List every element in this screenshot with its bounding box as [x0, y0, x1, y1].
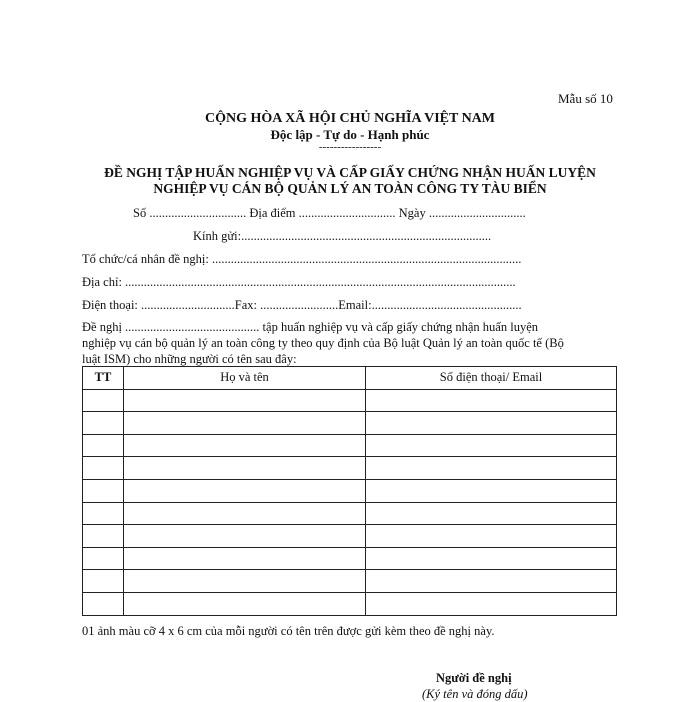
cell-full-name [124, 592, 366, 615]
number-place-date-line: Số ............................... Địa điểm ............................... Ngày ............................... [133, 206, 526, 220]
address-line: Địa chỉ: ............................................................................................................................. [82, 275, 516, 289]
cell-full-name [124, 434, 366, 457]
cell-full-name [124, 389, 366, 412]
request-line1: Đề nghị ........................................... tập huấn nghiệp vụ và cấp giấy chứng nhận huấn luyện [82, 320, 538, 334]
cell-full-name [124, 502, 366, 525]
table-row [83, 457, 617, 480]
document-title-line1: ĐỀ NGHỊ TẬP HUẤN NGHIỆP VỤ VÀ CẤP GIẤY CHỨNG NHẬN HUẤN LUYỆN [104, 165, 596, 180]
cell-number [83, 457, 124, 480]
column-header-number: TT [83, 367, 124, 390]
cell-full-name [124, 570, 366, 593]
table-row [83, 389, 617, 412]
cell-phone-email [366, 502, 617, 525]
cell-number [83, 389, 124, 412]
cell-phone-email [366, 592, 617, 615]
cell-full-name [124, 479, 366, 502]
cell-number [83, 570, 124, 593]
cell-phone-email [366, 547, 617, 570]
photo-note: 01 ảnh màu cỡ 4 x 6 cm của mỗi người có tên trên được gửi kèm theo đề nghị này. [82, 624, 495, 638]
cell-number [83, 434, 124, 457]
document-title-line2: NGHIỆP VỤ CÁN BỘ QUẢN LÝ AN TOÀN CÔNG TY TÀU BIỂN [153, 181, 547, 196]
table-row [83, 570, 617, 593]
cell-full-name [124, 457, 366, 480]
cell-phone-email [366, 479, 617, 502]
cell-number [83, 412, 124, 435]
signature-label: Người đề nghị [436, 671, 512, 685]
table-row [83, 547, 617, 570]
cell-phone-email [366, 389, 617, 412]
table-row [83, 412, 617, 435]
cell-number [83, 547, 124, 570]
table-row [83, 434, 617, 457]
column-header-phone-email: Số điện thoại/ Email [366, 367, 617, 390]
table-row [83, 479, 617, 502]
cell-number [83, 479, 124, 502]
cell-phone-email [366, 412, 617, 435]
cell-number [83, 525, 124, 548]
form-number: Mẫu số 10 [558, 91, 613, 106]
request-line3: luật ISM) cho những người có tên sau đây: [82, 352, 297, 366]
attendee-table [82, 366, 617, 616]
cell-full-name [124, 547, 366, 570]
table-row [83, 502, 617, 525]
cell-full-name [124, 412, 366, 435]
table-row [83, 592, 617, 615]
signature-hint: (Ký tên và đóng dấu) [422, 687, 528, 701]
national-motto: Độc lập - Tự do - Hạnh phúc [270, 127, 430, 142]
cell-number [83, 592, 124, 615]
cell-phone-email [366, 457, 617, 480]
request-line2: nghiệp vụ cán bộ quản lý an toàn công ty theo quy định của Bộ luật Quản lý an toàn quốc tế (Bộ [82, 336, 564, 350]
recipient-line: Kính gửi:................................................................................ [193, 229, 492, 243]
column-header-full-name: Họ và tên [124, 367, 366, 390]
organization-line: Tổ chức/cá nhân đề nghị: ................................................................................................... [82, 252, 522, 266]
table-row [83, 525, 617, 548]
contact-line: Điện thoại: ..............................Fax: .........................Email:................................................ [82, 298, 522, 312]
country-name: CỘNG HÒA XÃ HỘI CHỦ NGHĨA VIỆT NAM [204, 111, 495, 126]
table-header-row [83, 367, 617, 390]
cell-full-name [124, 525, 366, 548]
cell-phone-email [366, 434, 617, 457]
header-divider: ----------------- [318, 141, 382, 153]
cell-phone-email [366, 570, 617, 593]
cell-number [83, 502, 124, 525]
cell-phone-email [366, 525, 617, 548]
